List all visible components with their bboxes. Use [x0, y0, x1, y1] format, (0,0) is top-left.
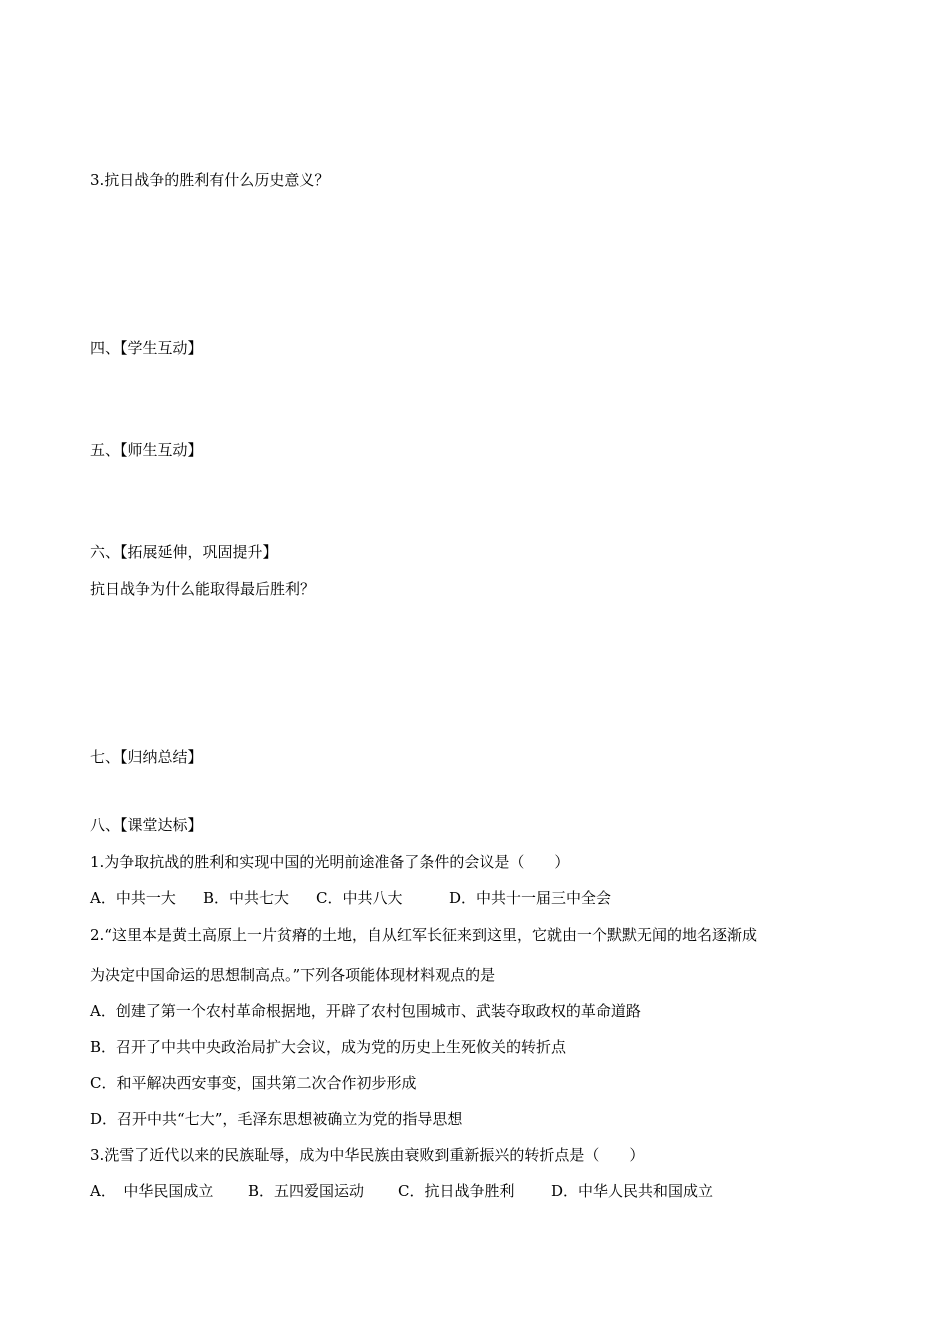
q2-stem-line-1: 2.“这里本是黄土高原上一片贫瘠的土地，自从红军长征来到这里，它就由一个默默无闻的地名逐渐成 [90, 926, 757, 944]
q2-option-a: A．创建了第一个农村革命根据地，开辟了农村包围城市、武装夺取政权的革命道路 [90, 1002, 641, 1020]
q3-options [90, 1181, 713, 1201]
section-heading-class-exercise: 八、【课堂达标】 [90, 816, 203, 834]
q3-stem: 3.洗雪了近代以来的民族耻辱，成为中华民族由衰败到重新振兴的转折点是（ ） [90, 1146, 645, 1164]
question-history-significance: 3.抗日战争的胜利有什么历史意义？ [90, 171, 330, 189]
q2-stem-line-2: 为决定中国命运的思想制高点。”下列各项能体现材料观点的是 [90, 966, 496, 984]
q3-option-a: A． 中华民国成立 [90, 1182, 214, 1200]
section-heading-summary: 七、【归纳总结】 [90, 748, 203, 766]
q1-option-d: D．中共十一届三中全会 [449, 889, 612, 907]
section-heading-extension: 六、【拓展延伸，巩固提升】 [90, 543, 278, 561]
q2-option-c: C．和平解决西安事变，国共第二次合作初步形成 [90, 1074, 417, 1092]
q3-option-c: C．抗日战争胜利 [398, 1182, 515, 1200]
q3-option-b: B．五四爱国运动 [248, 1182, 365, 1200]
q1-options [90, 888, 611, 908]
extension-question: 抗日战争为什么能取得最后胜利？ [90, 580, 316, 598]
q2-option-b: B．召开了中共中央政治局扩大会议，成为党的历史上生死攸关的转折点 [90, 1038, 567, 1056]
q2-option-d: D．召开中共“七大”，毛泽东思想被确立为党的指导思想 [90, 1110, 463, 1128]
q1-option-a: A．中共一大 [90, 889, 176, 907]
q3-option-d: D．中华人民共和国成立 [551, 1182, 714, 1200]
section-heading-teacher-student-interaction: 五、【师生互动】 [90, 441, 203, 459]
q1-stem: 1.为争取抗战的胜利和实现中国的光明前途准备了条件的会议是（ ） [90, 853, 570, 871]
q1-option-b: B．中共七大 [203, 889, 290, 907]
q1-option-c: C．中共八大 [316, 889, 403, 907]
section-heading-student-interaction: 四、【学生互动】 [90, 339, 203, 357]
